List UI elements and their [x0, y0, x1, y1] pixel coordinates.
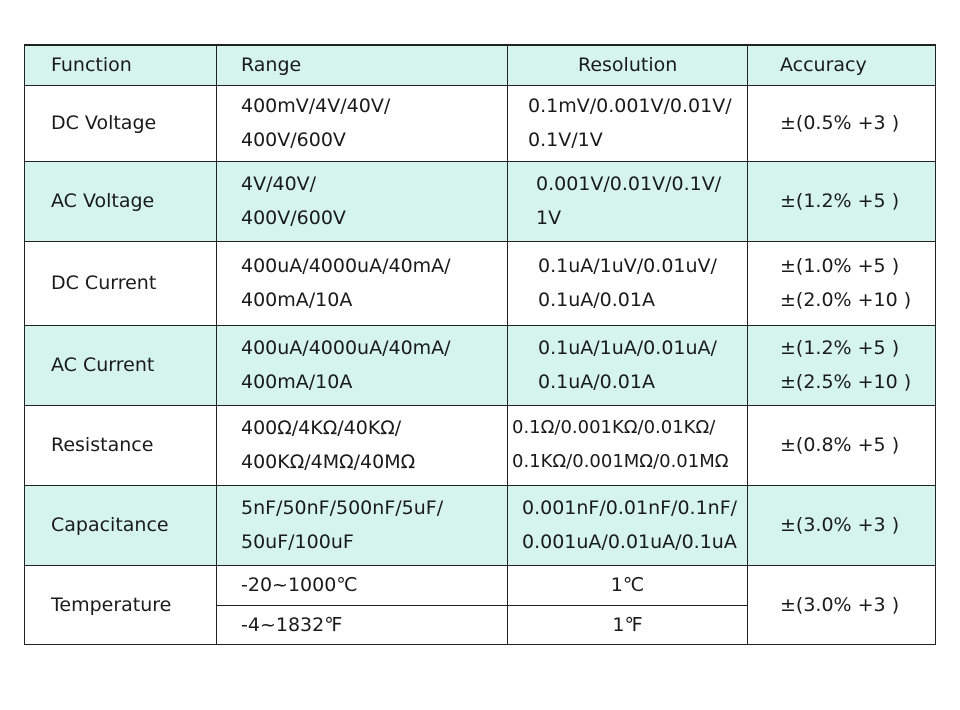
range-line: 400KΩ/4MΩ/40MΩ — [241, 451, 416, 473]
resolution-line: 0.1uA/0.01A — [538, 371, 655, 393]
range-line: 400uA/4000uA/40mA/ — [241, 255, 451, 277]
table-row-capacitance — [25, 485, 936, 565]
table-row-resistance — [25, 405, 936, 485]
accuracy-cell — [748, 405, 936, 485]
range-cell — [217, 325, 508, 405]
range-line: 400Ω/4KΩ/40KΩ/ — [241, 417, 402, 439]
header-accuracy: Accuracy — [748, 45, 936, 85]
range-cell — [217, 161, 508, 241]
range-cell: -20~1000℃ — [217, 565, 508, 605]
function-cell: Resistance — [25, 405, 217, 485]
function-cell: Temperature — [25, 565, 217, 644]
table-row-ac-current — [25, 325, 936, 405]
range-line: 400mA/10A — [241, 371, 353, 393]
resolution-line: 0.1KΩ/0.001MΩ/0.01MΩ — [512, 451, 729, 472]
resolution-line: 0.1uA/1uV/0.01uV/ — [538, 255, 717, 277]
accuracy-line: ±(1.2% +5 ) — [780, 190, 900, 212]
function-cell: AC Current — [25, 325, 217, 405]
resolution-cell — [508, 161, 748, 241]
resolution-cell — [508, 485, 748, 565]
header-function: Function — [25, 45, 217, 85]
resolution-line: 0.1mV/0.001V/0.01V/ — [528, 95, 732, 117]
resolution-cell: 1℉ — [508, 605, 748, 644]
resolution-line: 0.001uA/0.01uA/0.1uA — [522, 531, 737, 553]
accuracy-line: ±(1.0% +5 ) — [780, 255, 900, 277]
range-line: 400uA/4000uA/40mA/ — [241, 337, 451, 359]
accuracy-cell — [748, 85, 936, 161]
resolution-cell — [508, 85, 748, 161]
range-line: 50uF/100uF — [241, 531, 354, 553]
resolution-cell — [508, 325, 748, 405]
table-row-dc-voltage — [25, 85, 936, 161]
resolution-line: 0.001V/0.01V/0.1V/ — [536, 173, 722, 195]
range-line: 400mV/4V/40V/ — [241, 95, 391, 117]
range-cell — [217, 85, 508, 161]
accuracy-line: ±(2.0% +10 ) — [780, 289, 912, 311]
range-line: 400V/600V — [241, 129, 346, 151]
range-cell — [217, 405, 508, 485]
resolution-cell — [508, 241, 748, 325]
range-cell — [217, 485, 508, 565]
resolution-line: 0.1Ω/0.001KΩ/0.01KΩ/ — [512, 417, 716, 438]
accuracy-line: ±(3.0% +3 ) — [780, 514, 900, 536]
accuracy-cell — [748, 241, 936, 325]
table-row-temperature-c — [25, 565, 936, 605]
header-resolution: Resolution — [508, 45, 748, 85]
range-line: 400mA/10A — [241, 289, 353, 311]
resolution-line: 0.1V/1V — [528, 129, 603, 151]
accuracy-line: ±(1.2% +5 ) — [780, 337, 900, 359]
range-cell: -4~1832℉ — [217, 605, 508, 644]
accuracy-line: ±(0.8% +5 ) — [780, 434, 900, 456]
specifications-table — [24, 44, 936, 645]
table-row-dc-current — [25, 241, 936, 325]
resolution-line: 0.001nF/0.01nF/0.1nF/ — [522, 497, 738, 519]
function-cell: DC Voltage — [25, 85, 217, 161]
function-cell: Capacitance — [25, 485, 217, 565]
range-line: 400V/600V — [241, 207, 346, 229]
range-line: 5nF/50nF/500nF/5uF/ — [241, 497, 444, 519]
function-cell: DC Current — [25, 241, 217, 325]
accuracy-cell — [748, 485, 936, 565]
resolution-line: 0.1uA/1uA/0.01uA/ — [538, 337, 717, 359]
resolution-cell: 1℃ — [508, 565, 748, 605]
range-cell — [217, 241, 508, 325]
header-row — [25, 45, 936, 85]
table-row-ac-voltage — [25, 161, 936, 241]
header-range: Range — [217, 45, 508, 85]
function-cell: AC Voltage — [25, 161, 217, 241]
accuracy-cell — [748, 161, 936, 241]
accuracy-cell: ±(3.0% +3 ) — [748, 565, 936, 644]
range-line: 4V/40V/ — [241, 173, 317, 195]
resolution-line: 0.1uA/0.01A — [538, 289, 655, 311]
resolution-line: 1V — [536, 207, 562, 229]
accuracy-line: ±(0.5% +3 ) — [780, 112, 900, 134]
accuracy-cell — [748, 325, 936, 405]
resolution-cell — [508, 405, 748, 485]
accuracy-line: ±(2.5% +10 ) — [780, 371, 912, 393]
